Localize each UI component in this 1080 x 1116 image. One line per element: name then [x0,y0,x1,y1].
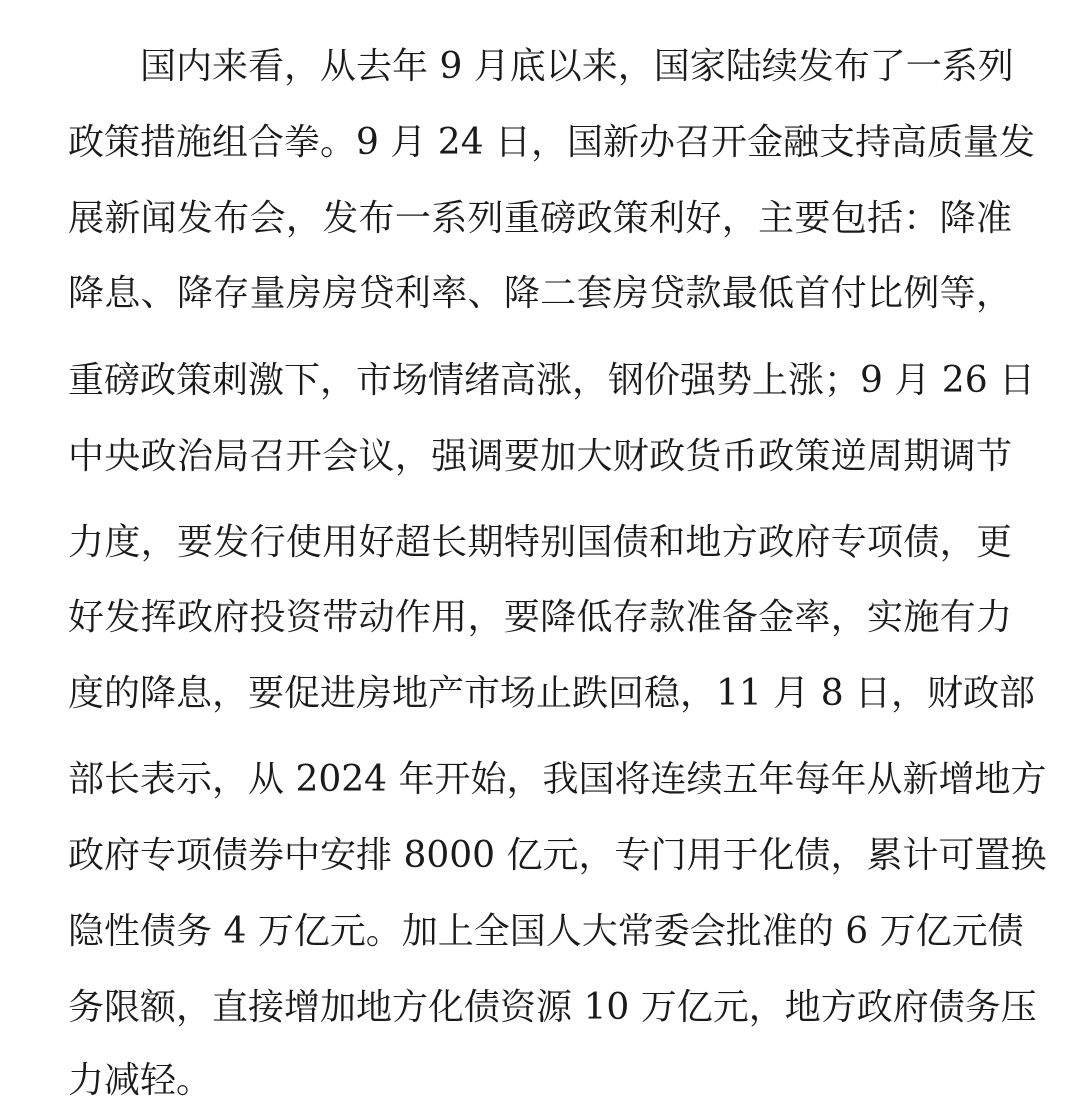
paragraph-line: 力度，要发行使用好超长期特别国债和地方政府专项债，更 [68,522,1012,563]
paragraph-line: 降息、降存量房房贷利率、降二套房贷款最低首付比例等， [68,273,1012,314]
paragraph-line: 政府专项债券中安排 8000 亿元，专门用于化债，累计可置换 [68,835,1047,876]
paragraph-line: 展新闻发布会，发布一系列重磅政策利好，主要包括：降准 [68,198,1012,239]
paragraph-line: 国内来看，从去年 9 月底以来，国家陆续发布了一系列 [140,46,1014,87]
paragraph-line: 好发挥政府投资带动作用，要降低存款准备金率，实施有力 [68,597,1012,638]
paragraph-line: 隐性债务 4 万亿元。加上全国人大常委会批准的 6 万亿元债 [68,911,1024,952]
paragraph-line: 部长表示，从 2024 年开始，我国将连续五年每年从新增地方 [68,759,1047,800]
paragraph-line: 务限额，直接增加地方化债资源 10 万亿元，地方政府债务压 [68,987,1037,1028]
paragraph-line: 度的降息，要促进房地产市场止跌回稳，11 月 8 日，财政部 [68,673,1036,714]
paragraph-line: 政策措施组合拳。9 月 24 日，国新办召开金融支持高质量发 [68,122,1036,163]
paragraph-line: 中央政治局召开会议，强调要加大财政货币政策逆周期调节 [68,436,1012,477]
paragraph-line: 重磅政策刺激下，市场情绪高涨，钢价强势上涨；9 月 26 日 [68,360,1036,401]
paragraph-line: 力减轻。 [68,1060,213,1101]
